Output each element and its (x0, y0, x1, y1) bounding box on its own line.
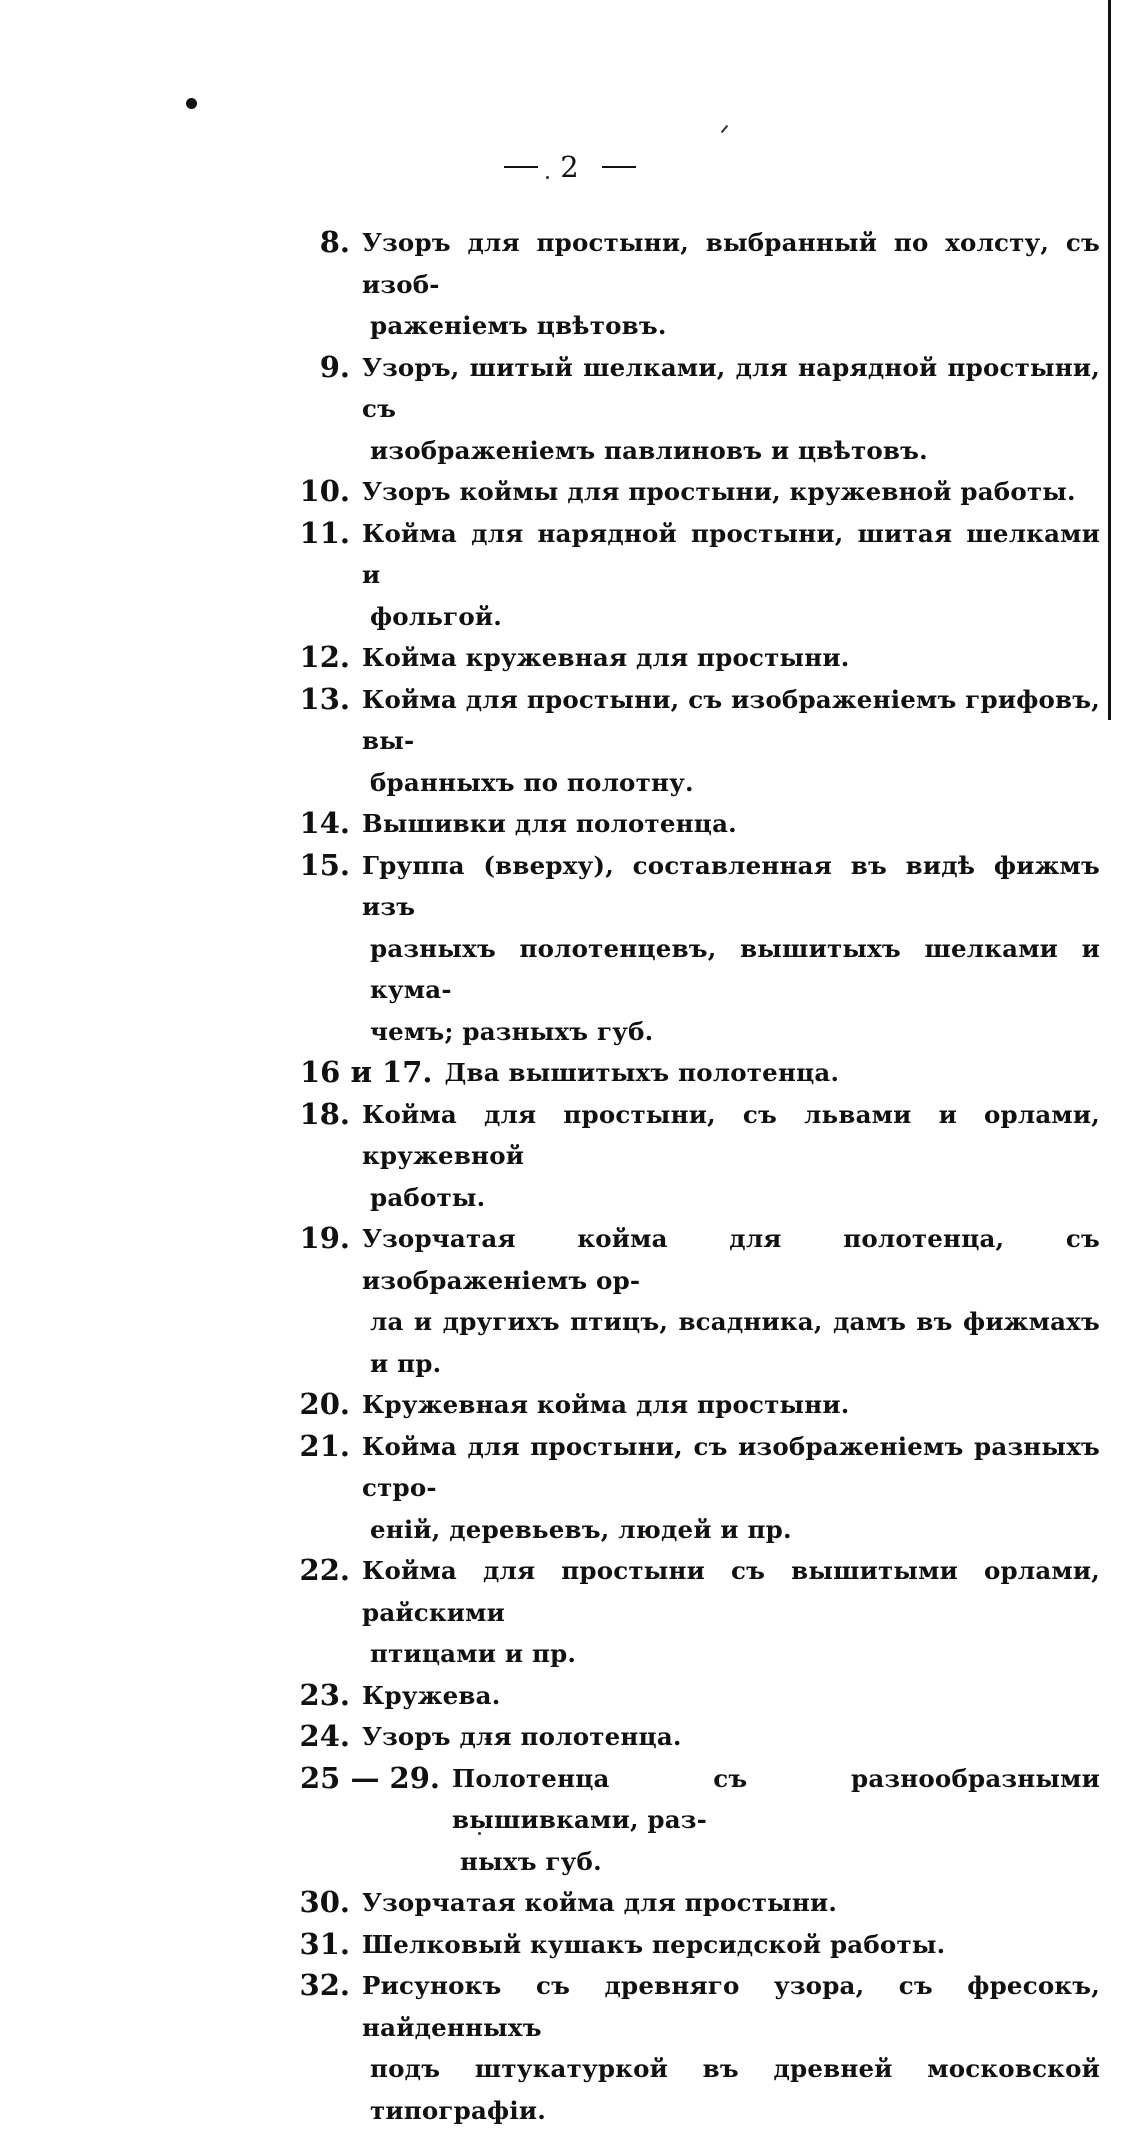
entry-number: 31. (299, 1926, 350, 1961)
header-dash-left (504, 166, 538, 168)
catalog-entry (290, 1052, 1100, 1094)
entry-line: Узорчатая койма для простыни. (362, 1888, 838, 1917)
entry-line: раженіемъ цвѣтовъ. (370, 311, 667, 340)
page-edge-line (1108, 0, 1111, 720)
catalog-entry (290, 513, 1100, 638)
catalog-entry-list (290, 222, 1100, 2131)
entry-text (362, 1094, 1100, 1219)
entry-line: Рисунокъ съ древняго узора, съ фресокъ, найденныхъ (362, 1971, 1100, 2042)
entry-text (362, 1426, 1100, 1551)
entry-line: Узорчатая койма для полотенца, съ изображеніемъ ор- (362, 1224, 1100, 1295)
entry-text (362, 1675, 1100, 1717)
entry-text (362, 1882, 1100, 1924)
entry-text (362, 1965, 1100, 2131)
entry-line: подъ штукатуркой въ древней московской типографіи. (370, 2054, 1100, 2125)
entry-line: Кружева. (362, 1680, 501, 1710)
entry-line: Полотенца съ разнообразными вышивками, раз- (452, 1763, 1100, 1834)
entry-number: 11. (299, 515, 350, 550)
catalog-entry (290, 1675, 1100, 1717)
entry-number: 20. (299, 1387, 350, 1421)
entry-text (362, 222, 1100, 347)
catalog-entry (290, 1218, 1100, 1384)
entry-line: Шелковый кушакъ персидской работы. (362, 1929, 946, 1959)
entry-text (362, 513, 1100, 638)
entry-number: 25 — 29. (300, 1760, 441, 1795)
entry-line: птицами и пр. (370, 1639, 577, 1668)
entry-line: Койма для простыни, съ львами и орлами, кружевной (362, 1099, 1100, 1170)
entry-number: 15. (299, 847, 350, 882)
catalog-entry (290, 347, 1100, 472)
catalog-entry (290, 471, 1100, 513)
catalog-entry (290, 1094, 1100, 1219)
entry-number: 16 и 17. (300, 1055, 433, 1089)
catalog-entry (290, 845, 1100, 1053)
entry-number: 19. (299, 1221, 350, 1255)
catalog-entry (290, 1384, 1100, 1426)
entry-number: 18. (299, 1096, 350, 1131)
catalog-entry (290, 1550, 1100, 1675)
catalog-entry (290, 1965, 1100, 2131)
entry-line: Кружевная койма для простыни. (362, 1390, 850, 1419)
entry-text (362, 803, 1100, 845)
entry-text (362, 845, 1100, 1053)
entry-text (362, 347, 1100, 472)
entry-line: Узоръ коймы для простыни, кружевной работы. (362, 477, 1076, 506)
catalog-entry (290, 1758, 1100, 1883)
entry-line: Узоръ, шитый шелками, для нарядной простыни, съ (362, 352, 1100, 423)
entry-number: 12. (299, 640, 350, 674)
ink-dot (186, 98, 197, 109)
entry-line: еній, деревьевъ, людей и пр. (370, 1514, 792, 1544)
entry-line: изображеніемъ павлиновъ и цвѣтовъ. (370, 435, 928, 465)
entry-line: Койма для простыни, съ изображеніемъ разныхъ стро- (362, 1431, 1100, 1502)
entry-number: 24. (299, 1719, 350, 1753)
entry-line: Группа (вверху), составленная въ видѣ фижмъ изъ (362, 850, 1100, 921)
entry-text (362, 471, 1100, 513)
entry-line: чемъ; разныхъ губ. (370, 1016, 654, 1046)
entry-line: Узоръ для полотенца. (362, 1722, 682, 1751)
catalog-entry (290, 1426, 1100, 1551)
page-number-header (0, 150, 1140, 184)
catalog-entry (290, 222, 1100, 347)
catalog-entry (290, 1716, 1100, 1758)
entry-line: Койма для простыни съ вышитыми орлами, райскими (362, 1556, 1100, 1627)
entry-number: 10. (299, 474, 350, 508)
entry-text (362, 1924, 1100, 1966)
entry-line: разныхъ полотенцевъ, вышитыхъ шелками и кума- (370, 933, 1100, 1004)
entry-text (362, 637, 1100, 679)
entry-line: Койма для нарядной простыни, шитая шелками и (362, 518, 1100, 589)
header-dash-right (602, 166, 636, 168)
entry-number: 14. (299, 806, 350, 840)
entry-number: 22. (299, 1553, 350, 1587)
catalog-entry (290, 679, 1100, 804)
entry-line: работы. (370, 1182, 486, 1212)
entry-line: Вышивки для полотенца. (362, 809, 737, 838)
entry-number: 21. (299, 1428, 350, 1463)
entry-number: 9. (319, 349, 350, 384)
entry-line: Койма кружевная для простыни. (362, 643, 850, 672)
entry-number: 32. (299, 1968, 350, 2002)
entry-line: ла и другихъ птицъ, всадника, дамъ въ фижмахъ и пр. (370, 1307, 1100, 1378)
entry-text (362, 1550, 1100, 1675)
page-number: 2 (560, 150, 580, 184)
catalog-entry (290, 803, 1100, 845)
entry-text (452, 1758, 1100, 1883)
catalog-entry (290, 1924, 1100, 1966)
entry-text (362, 679, 1100, 804)
entry-text (362, 1384, 1100, 1426)
entry-number: 13. (299, 681, 350, 716)
entry-line: Койма для простыни, съ изображеніемъ грифовъ, вы- (362, 684, 1100, 755)
catalog-entry (290, 637, 1100, 679)
ink-tick (721, 125, 728, 133)
catalog-entry (290, 1882, 1100, 1924)
entry-line: фольгой. (370, 601, 502, 631)
entry-line: ныхъ губ. (460, 1846, 602, 1876)
entry-line: Узоръ для простыни, выбранный по холсту, съ изоб- (362, 228, 1100, 299)
entry-number: 23. (299, 1677, 350, 1712)
entry-text (362, 1716, 1100, 1758)
entry-text (445, 1052, 1100, 1094)
entry-number: 8. (319, 225, 350, 259)
entry-line: Два вышитыхъ полотенца. (444, 1058, 840, 1087)
entry-text (362, 1218, 1100, 1384)
entry-number: 30. (299, 1885, 350, 1919)
entry-line: бранныхъ по полотну. (370, 767, 694, 797)
